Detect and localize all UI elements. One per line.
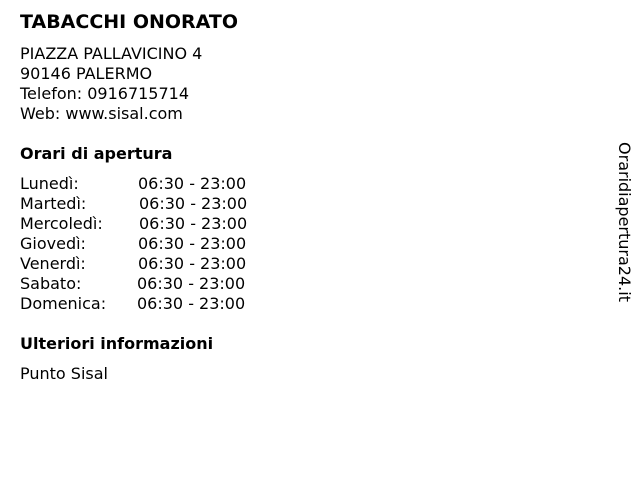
address-block bbox=[20, 44, 202, 124]
website: Web: www.sisal.com bbox=[20, 104, 183, 123]
day-label: Lunedì: bbox=[20, 174, 79, 193]
site-watermark: Oraridiapertura24.it bbox=[615, 142, 634, 302]
day-label: Giovedì: bbox=[20, 234, 86, 253]
street-address: PIAZZA PALLAVICINO 4 bbox=[20, 44, 203, 63]
time-range: 06:30 - 23:00 bbox=[138, 174, 247, 193]
day-label: Mercoledì: bbox=[20, 214, 103, 233]
business-name: TABACCHI ONORATO bbox=[20, 11, 239, 33]
day-label: Sabato: bbox=[20, 274, 82, 293]
time-range: 06:30 - 23:00 bbox=[138, 234, 247, 253]
hours-heading: Orari di apertura bbox=[20, 144, 173, 163]
time-range: 06:30 - 23:00 bbox=[137, 294, 246, 313]
time-range: 06:30 - 23:00 bbox=[138, 254, 247, 273]
info-text: Punto Sisal bbox=[20, 364, 108, 383]
time-range: 06:30 - 23:00 bbox=[137, 274, 246, 293]
city-address: 90146 PALERMO bbox=[20, 64, 153, 83]
info-heading: Ulteriori informazioni bbox=[20, 334, 214, 353]
day-label: Domenica: bbox=[20, 294, 107, 313]
day-label: Venerdì: bbox=[20, 254, 86, 273]
time-range: 06:30 - 23:00 bbox=[139, 214, 248, 233]
phone-number: Telefon: 0916715714 bbox=[20, 84, 190, 103]
day-label: Martedì: bbox=[20, 194, 87, 213]
time-range: 06:30 - 23:00 bbox=[139, 194, 248, 213]
